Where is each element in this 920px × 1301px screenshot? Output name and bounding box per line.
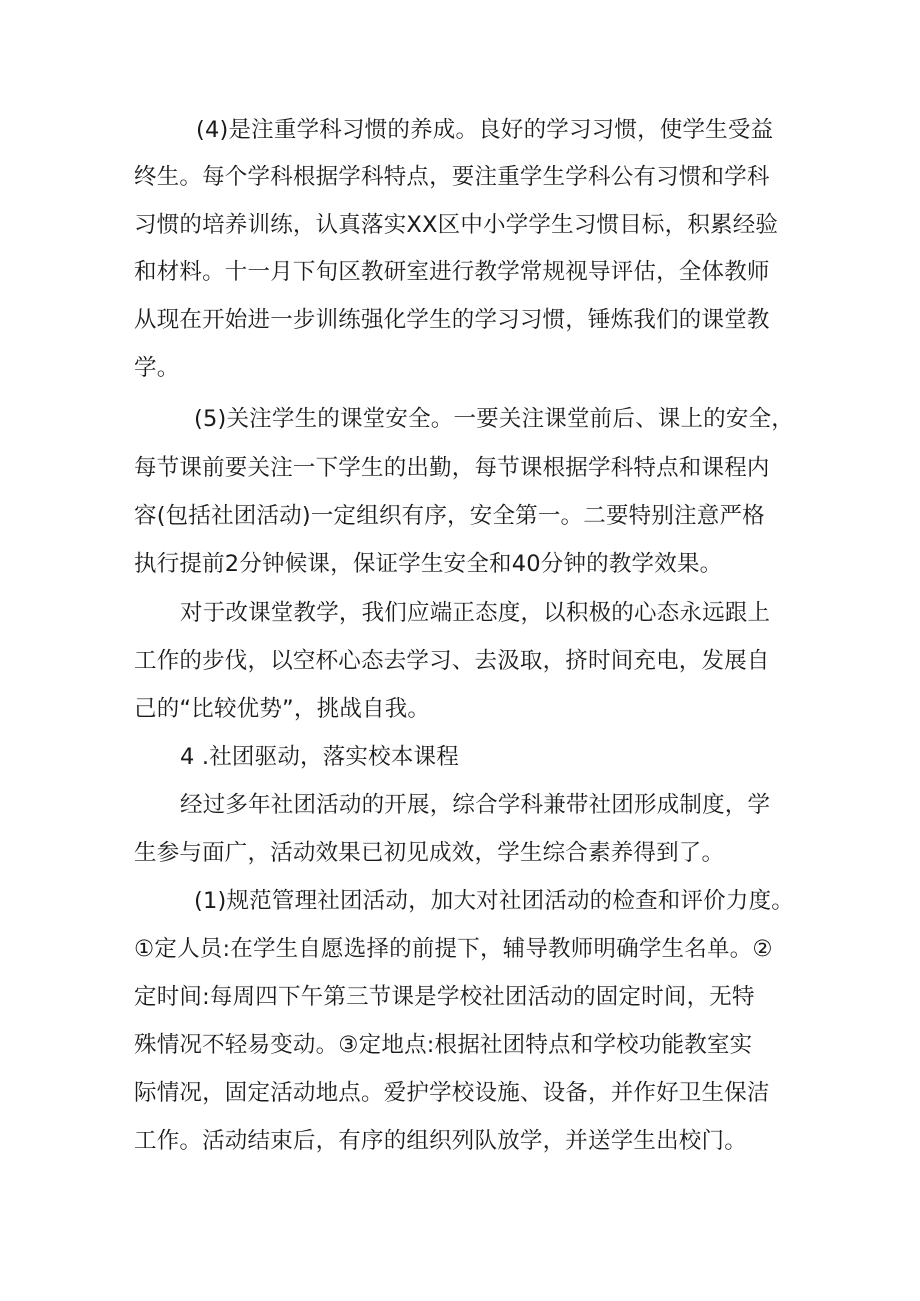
text-line: 终生。每个学科根据学科特点，要注重学生学科公有习惯和学科 <box>134 164 770 190</box>
text-line: (1)规范管理社团活动，加大对社团活动的检查和评价力度。 <box>194 888 794 914</box>
text-line: 学。 <box>134 355 180 381</box>
text-line: 从现在开始进一步训练强化学生的学习习惯，锤炼我们的课堂教 <box>134 307 770 333</box>
text-line: 工作。活动结束后，有序的组织列队放学，并送学生出校门。 <box>134 1128 747 1154</box>
text-line: 定时间:每周四下午第三节课是学校社团活动的固定时间，无特 <box>134 984 755 1010</box>
text-line: ①定人员:在学生自愿选择的前提下，辅导教师明确学生名单。② <box>134 936 773 962</box>
text-line: 经过多年社团活动的开展，综合学科兼带社团形成制度，学 <box>180 792 771 818</box>
text-line: 执行提前2分钟候课，保证学生安全和40分钟的教学效果。 <box>134 551 723 577</box>
text-line: 生参与面广，活动效果已初见成效，学生综合素养得到了。 <box>134 840 725 866</box>
text-line: 和材料。十一月下旬区教研室进行教学常规视导评估，全体教师 <box>134 259 770 285</box>
text-line: (4)是注重学科习惯的养成。良好的学习习惯，使学生受益 <box>196 117 774 143</box>
text-line: 习惯的培养训练，认真落实XX区中小学学生习惯目标，积累经验 <box>134 212 779 238</box>
text-line: (5)关注学生的课堂安全。一要关注课堂前后、课上的安全， <box>194 406 794 432</box>
text-line: 殊情况不轻易变动。③定地点:根据社团特点和学校功能教室实 <box>134 1032 753 1058</box>
section-heading: 4 .社团驱动，落实校本课程 <box>180 744 459 770</box>
text-line: 己的“比较优势”，挑战自我。 <box>134 696 431 722</box>
text-line: 工作的步伐，以空杯心态去学习、去汲取，挤时间充电，发展自 <box>134 648 770 674</box>
text-line: 容(包括社团活动)一定组织有序，安全第一。二要特别注意严格 <box>134 503 765 529</box>
text-line: 每节课前要关注一下学生的出勤，每节课根据学科特点和课程内 <box>134 455 770 481</box>
text-line: 对于改课堂教学，我们应端正态度，以积极的心态永远跟上 <box>180 600 771 626</box>
text-line: 际情况，固定活动地点。爱护学校设施、设备，并作好卫生保洁 <box>134 1080 770 1106</box>
